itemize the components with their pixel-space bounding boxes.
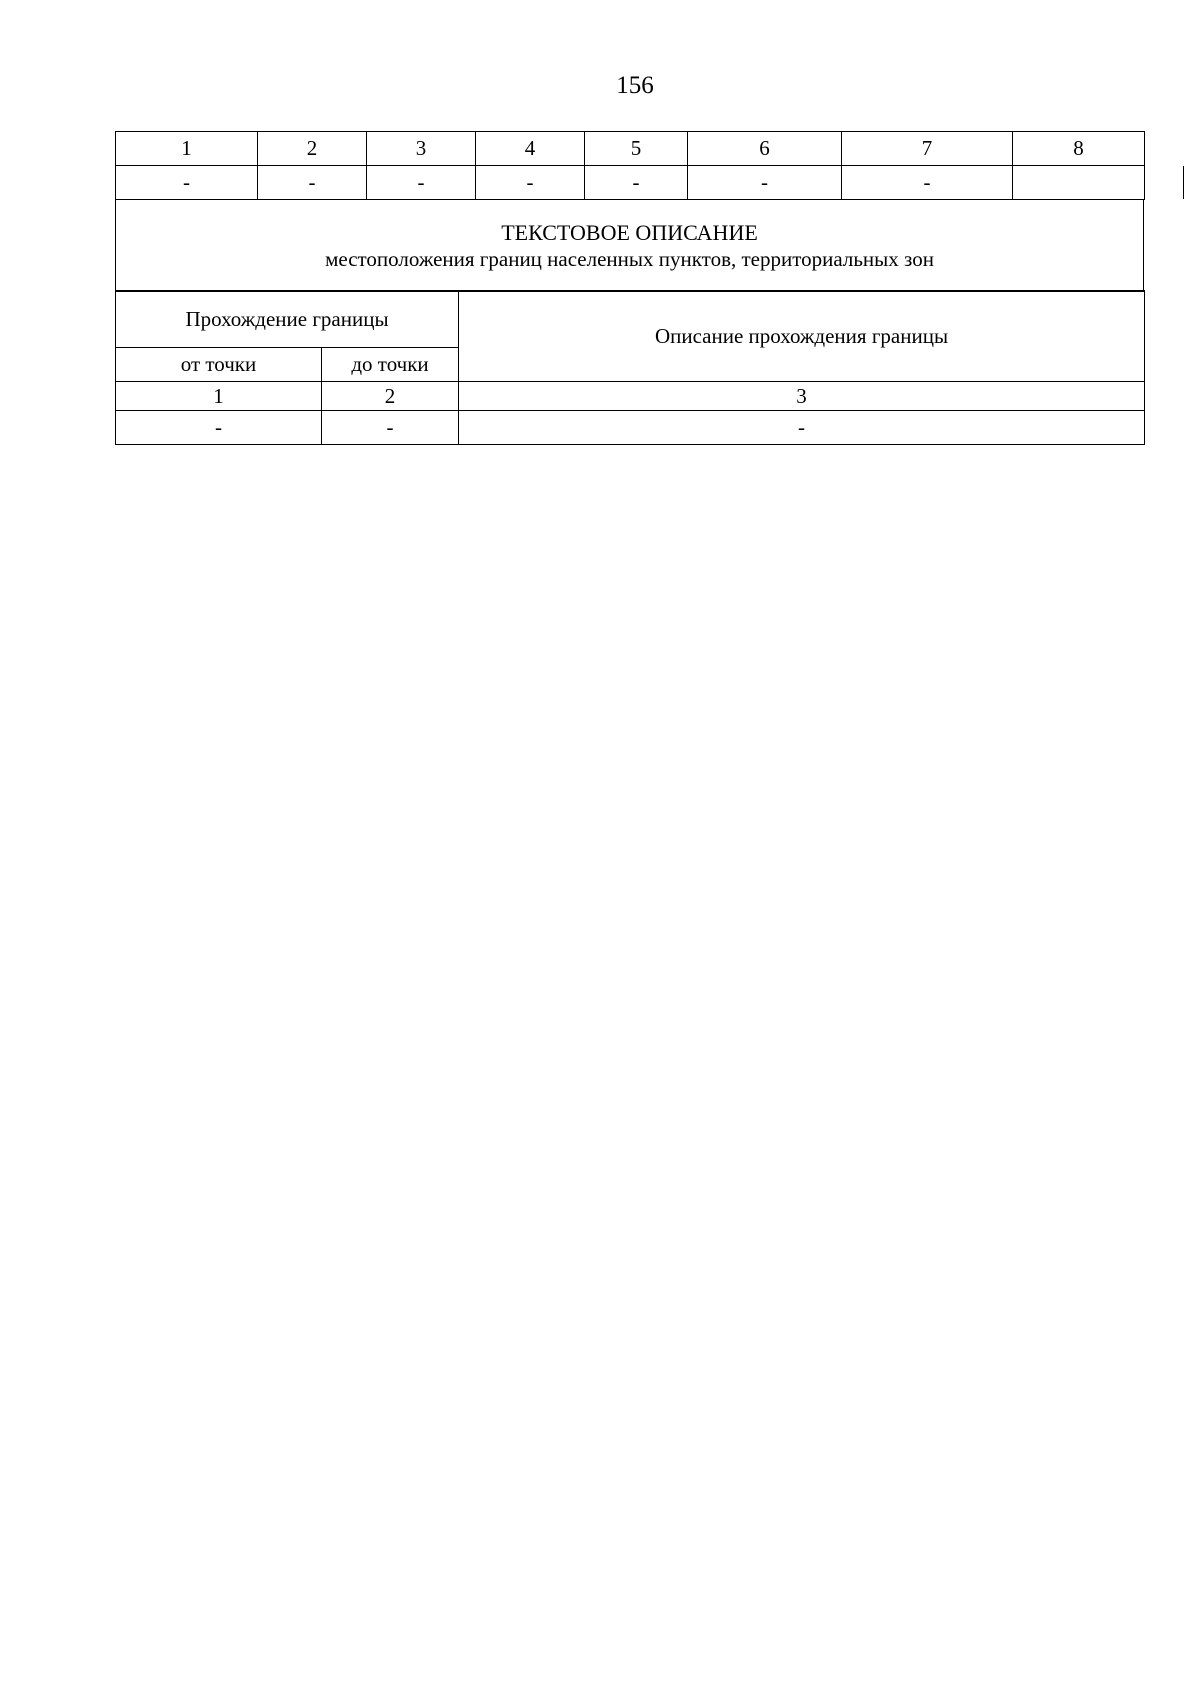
column-number: 2: [322, 382, 459, 411]
column-number: 8: [1013, 132, 1145, 166]
table-cell: [1013, 166, 1145, 200]
from-point-header: от точки: [116, 348, 322, 382]
description-subtitle: местоположения границ населенных пунктов, территориальных зон: [325, 246, 934, 271]
boundary-value-row: [116, 411, 1145, 445]
table-cell: -: [842, 166, 1013, 200]
column-number: 2: [258, 132, 367, 166]
table-cell: -: [459, 411, 1145, 445]
coordinates-table: [115, 131, 1145, 200]
column-number: 3: [367, 132, 476, 166]
column-number: 1: [116, 382, 322, 411]
table-cell: -: [116, 166, 258, 200]
column-number: 3: [459, 382, 1145, 411]
boundary-header-row: [116, 291, 1145, 348]
table-cell: -: [688, 166, 842, 200]
table-cell: -: [476, 166, 585, 200]
table-cell: -: [367, 166, 476, 200]
description-block: [115, 199, 1144, 292]
boundary-table: [115, 290, 1145, 445]
page-number: 156: [616, 72, 654, 99]
passage-header: Прохождение границы: [116, 291, 459, 348]
column-number: 7: [842, 132, 1013, 166]
table-cell: -: [322, 411, 459, 445]
table-cell: -: [258, 166, 367, 200]
to-point-header: до точки: [322, 348, 459, 382]
coordinates-header-row: [116, 132, 1145, 166]
description-title: ТЕКСТОВОЕ ОПИСАНИЕ: [501, 219, 758, 245]
description-cell: [116, 200, 1144, 292]
column-number: 1: [116, 132, 258, 166]
column-number: 5: [585, 132, 688, 166]
column-number: 6: [688, 132, 842, 166]
table-cell: -: [585, 166, 688, 200]
description-header: Описание прохождения границы: [459, 291, 1145, 382]
coordinates-value-row: [116, 166, 1145, 200]
column-number: 4: [476, 132, 585, 166]
boundary-number-row: [116, 382, 1145, 411]
table-cell: -: [116, 411, 322, 445]
